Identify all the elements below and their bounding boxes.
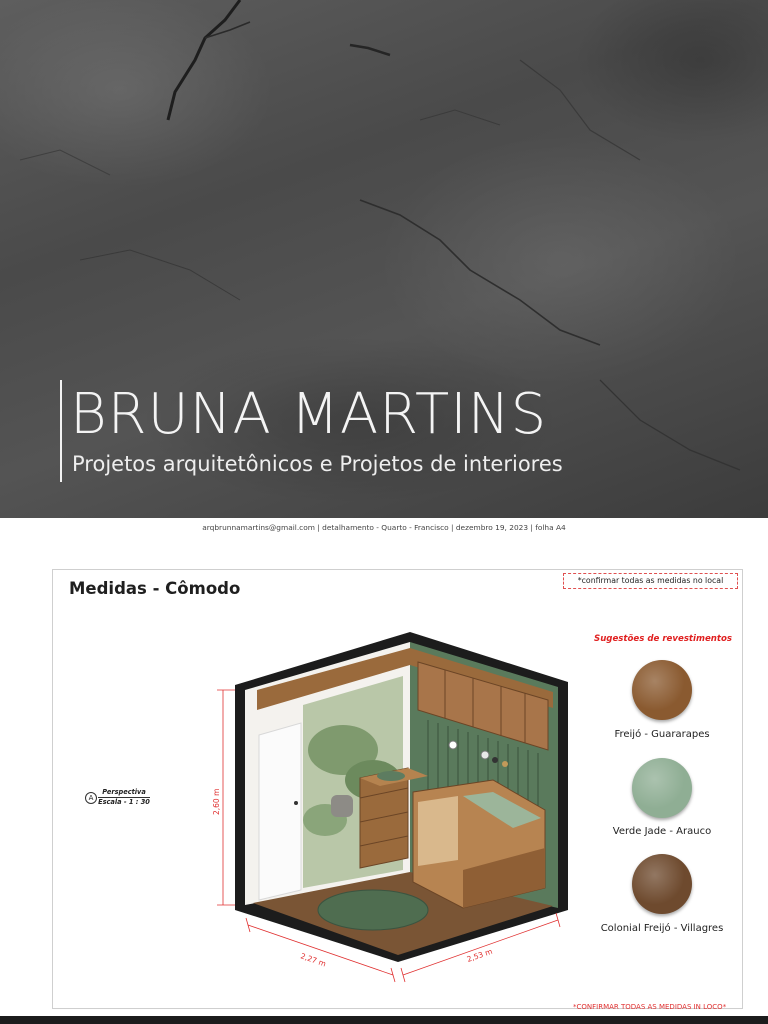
finishes-title: Sugestões de revestimentos <box>594 634 733 644</box>
perspective-marker: A <box>85 792 97 804</box>
swatch-label-freijo: Freijó - Guararapes <box>614 729 710 740</box>
left-width-dimension-label: 2,27 m <box>299 951 328 969</box>
swatch-label-verde-jade: Verde Jade - Arauco <box>612 826 712 837</box>
height-dimension-label: 2,60 m <box>212 788 221 815</box>
confirm-measures-note: *confirmar todas as medidas no local <box>563 573 738 589</box>
swatch-label-colonial-freijo: Colonial Freijó - Villagres <box>600 923 724 934</box>
brand-title: BRUNA MARTINS <box>70 382 548 447</box>
sheet-title: Medidas - Cômodo <box>69 579 241 598</box>
right-width-dimension-label: 2,53 m <box>465 946 494 964</box>
swatch-freijo <box>632 660 692 720</box>
perspective-name: Perspectiva <box>98 788 150 798</box>
brand-subtitle: Projetos arquitetônicos e Projetos de interiores <box>72 452 563 476</box>
perspective-scale: Escala - 1 : 30 <box>98 798 150 806</box>
drawing-sheet <box>52 569 743 1009</box>
swatch-colonial-freijo <box>632 854 692 914</box>
document-info-line: arqbrunnamartins@gmail.com | detalhamento - Quarto - Francisco | dezembro 19, 2023 | folha A4 <box>202 523 566 532</box>
bottom-confirm-note: *CONFIRMAR TODAS AS MEDIDAS IN LOCO* <box>573 1003 727 1011</box>
swatch-verde-jade <box>632 758 692 818</box>
title-rule <box>60 380 62 482</box>
page-bottom-bar <box>0 1016 768 1024</box>
